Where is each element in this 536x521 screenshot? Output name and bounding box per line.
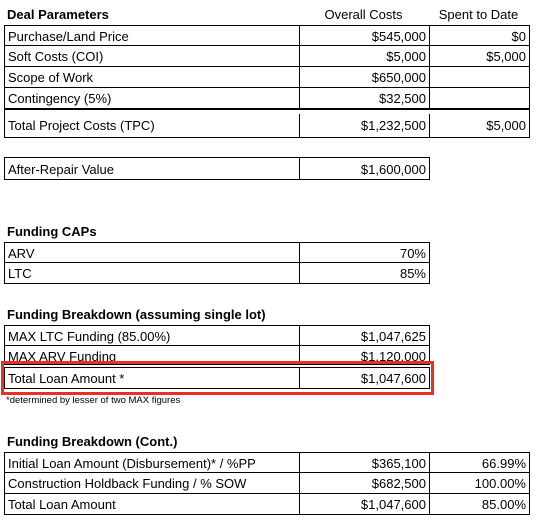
deal-row-label-scope[interactable]: Scope of Work [4, 67, 300, 88]
cont-row-label-initial-loan[interactable]: Initial Loan Amount (Disbursement)* / %PP [4, 452, 300, 473]
deal-row-overall-soft-costs[interactable]: $5,000 [300, 46, 430, 67]
deal-row-label-soft-costs[interactable]: Soft Costs (COI) [4, 46, 300, 67]
caps-row-label-ltc[interactable]: LTC [4, 263, 300, 284]
cont-row-pct-holdback[interactable]: 100.00% [430, 473, 530, 494]
deal-row-overall-contingency[interactable]: $32,500 [300, 88, 430, 109]
header-spent-to-date[interactable]: Spent to Date [438, 7, 519, 22]
breakdown-title[interactable]: Funding Breakdown (assuming single lot) [7, 307, 266, 322]
breakdown-row-value-max-arv[interactable]: $1,120,000 [300, 346, 430, 365]
deal-row-label-tpc[interactable]: Total Project Costs (TPC) [4, 114, 300, 138]
deal-row-spent-contingency[interactable] [430, 88, 530, 109]
deal-row-overall-purchase[interactable]: $545,000 [300, 25, 430, 46]
breakdown-row-label-max-ltc[interactable]: MAX LTC Funding (85.00%) [4, 325, 300, 346]
cont-row-label-holdback[interactable]: Construction Holdback Funding / % SOW [4, 473, 300, 494]
arv-label[interactable]: After-Repair Value [4, 157, 300, 180]
breakdown-row-label-max-arv[interactable]: MAX ARV Funding [4, 346, 300, 365]
header-overall-costs[interactable]: Overall Costs [324, 7, 403, 22]
deal-row-label-purchase[interactable]: Purchase/Land Price [4, 25, 300, 46]
cont-row-value-total-loan[interactable]: $1,047,600 [300, 494, 430, 515]
deal-row-overall-scope[interactable]: $650,000 [300, 67, 430, 88]
deal-row-overall-tpc[interactable]: $1,232,500 [300, 114, 430, 138]
total-loan-highlight-box [1, 361, 434, 395]
arv-value[interactable]: $1,600,000 [300, 157, 430, 180]
caps-row-value-ltc[interactable]: 85% [300, 263, 430, 284]
breakdown-row-value-max-ltc[interactable]: $1,047,625 [300, 325, 430, 346]
deal-row-spent-soft-costs[interactable]: $5,000 [430, 46, 530, 67]
cont-row-pct-total-loan[interactable]: 85.00% [430, 494, 530, 515]
deal-row-spent-tpc[interactable]: $5,000 [430, 114, 530, 138]
lesser-of-max-note: *determined by lesser of two MAX figures [6, 395, 181, 406]
caps-title[interactable]: Funding CAPs [7, 224, 97, 239]
caps-row-value-arv[interactable]: 70% [300, 242, 430, 263]
total-loan-value[interactable]: $1,047,600 [300, 367, 430, 389]
cont-row-pct-initial-loan[interactable]: 66.99% [430, 452, 530, 473]
deal-row-label-contingency[interactable]: Contingency (5%) [4, 88, 300, 109]
breakdown-cont-title[interactable]: Funding Breakdown (Cont.) [7, 434, 178, 449]
cont-row-value-initial-loan[interactable]: $365,100 [300, 452, 430, 473]
deal-row-spent-purchase[interactable]: $0 [430, 25, 530, 46]
total-loan-label[interactable]: Total Loan Amount * [4, 367, 300, 389]
header-deal-parameters[interactable]: Deal Parameters [7, 7, 109, 22]
cont-row-value-holdback[interactable]: $682,500 [300, 473, 430, 494]
deal-row-spent-scope[interactable] [430, 67, 530, 88]
cont-row-label-total-loan[interactable]: Total Loan Amount [4, 494, 300, 515]
caps-row-label-arv[interactable]: ARV [4, 242, 300, 263]
deal-spacer [4, 109, 530, 114]
